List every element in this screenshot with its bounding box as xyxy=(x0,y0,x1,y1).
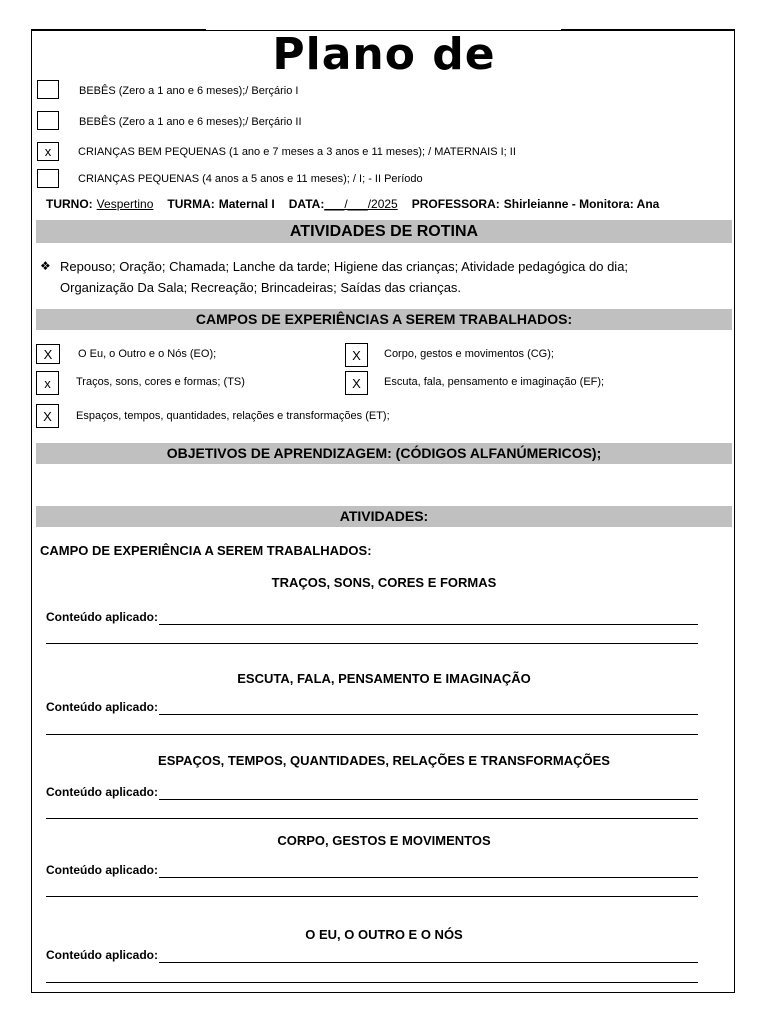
content-line[interactable] xyxy=(159,799,698,800)
campos-heading: CAMPOS DE EXPERIÊNCIAS A SEREM TRABALHADOS: xyxy=(36,309,732,330)
content-line-extra[interactable] xyxy=(46,896,698,897)
age-group-checkbox-bercario-1[interactable] xyxy=(37,80,59,99)
turno-value[interactable]: Vespertino xyxy=(96,197,154,211)
routine-heading: ATIVIDADES DE ROTINA xyxy=(36,220,732,243)
field-title-tracos: TRAÇOS, SONS, CORES E FORMAS xyxy=(271,575,497,590)
objetivos-heading: OBJETIVOS DE APRENDIZAGEM: (CÓDIGOS ALFANÚMERICOS); xyxy=(36,443,732,464)
content-line[interactable] xyxy=(159,877,698,878)
content-line-extra[interactable] xyxy=(46,818,698,819)
content-label: Conteúdo aplicado: xyxy=(46,948,158,962)
turno-label: TURNO: xyxy=(46,197,93,211)
content-line[interactable] xyxy=(159,624,698,625)
turma-value[interactable]: Maternal I xyxy=(218,197,275,211)
campo-checkbox-cg[interactable]: X xyxy=(345,343,368,367)
professora-value[interactable]: Shirleianne - Monitora: Ana xyxy=(503,197,660,211)
page-title: Plano de xyxy=(272,29,496,80)
content-line-extra[interactable] xyxy=(46,982,698,983)
turma-label: TURMA: xyxy=(167,197,215,211)
content-line-extra[interactable] xyxy=(46,643,698,644)
age-group-label-maternais: CRIANÇAS BEM PEQUENAS (1 ano e 7 meses a 3 anos e 11 meses); / MATERNAIS I; II xyxy=(78,146,516,158)
campo-checkbox-ts[interactable]: x xyxy=(36,371,59,395)
age-group-checkbox-bercario-2[interactable] xyxy=(37,111,59,130)
content-label: Conteúdo aplicado: xyxy=(46,785,158,799)
field-title-corpo: CORPO, GESTOS E MOVIMENTOS xyxy=(277,833,491,848)
age-group-checkbox-periodo[interactable] xyxy=(37,169,59,188)
age-group-label-bercario-2: BEBÊS (Zero a 1 ano e 6 meses);/ Berçário II xyxy=(79,116,302,128)
campo-checkbox-et[interactable]: X xyxy=(36,404,59,428)
content-label: Conteúdo aplicado: xyxy=(46,863,158,877)
content-field-corpo[interactable] xyxy=(46,863,698,879)
data-value[interactable]: ___/___/2025 xyxy=(324,197,398,211)
field-title-espacos: ESPAÇOS, TEMPOS, QUANTIDADES, RELAÇÕES E TRANSFORMAÇÕES xyxy=(158,753,610,768)
age-group-label-periodo: CRIANÇAS PEQUENAS (4 anos a 5 anos e 11 meses); / I; - II Período xyxy=(78,173,423,185)
campo-label-cg: Corpo, gestos e movimentos (CG); xyxy=(384,348,554,360)
routine-block xyxy=(40,256,700,298)
content-field-escuta[interactable] xyxy=(46,700,698,716)
content-label: Conteúdo aplicado: xyxy=(46,610,158,624)
class-info-row xyxy=(46,197,663,211)
atividades-heading: ATIVIDADES: xyxy=(36,506,732,527)
age-group-checkbox-maternais[interactable]: x xyxy=(37,142,59,161)
content-field-espacos[interactable] xyxy=(46,785,698,801)
campo-label-ef: Escuta, fala, pensamento e imaginação (EF); xyxy=(384,376,605,388)
campo-experiencia-heading: CAMPO DE EXPERIÊNCIA A SEREM TRABALHADOS: xyxy=(40,543,372,558)
content-line[interactable] xyxy=(159,962,698,963)
campo-checkbox-ef[interactable]: X xyxy=(345,371,368,395)
data-label: DATA: xyxy=(288,197,325,211)
field-title-escuta: ESCUTA, FALA, PENSAMENTO E IMAGINAÇÃO xyxy=(237,671,531,686)
diamond-bullet-icon: ❖ xyxy=(40,259,51,273)
professora-label: PROFESSORA: xyxy=(411,197,500,211)
age-group-label-bercario-1: BEBÊS (Zero a 1 ano e 6 meses);/ Berçário I xyxy=(79,85,299,97)
campo-label-et: Espaços, tempos, quantidades, relações e transformações (ET); xyxy=(76,410,390,422)
content-field-eu[interactable] xyxy=(46,948,698,964)
content-line-extra[interactable] xyxy=(46,734,698,735)
campo-label-ts: Traços, sons, cores e formas; (TS) xyxy=(76,376,245,388)
routine-text: Repouso; Oração; Chamada; Lanche da tarde; Higiene das crianças; Atividade pedagógica do dia; Organização Da Sala; Recreação; Brincadeiras; Saídas das crianças. xyxy=(60,259,629,295)
content-field-tracos[interactable] xyxy=(46,610,698,626)
campo-checkbox-eo[interactable]: X xyxy=(36,344,60,364)
content-label: Conteúdo aplicado: xyxy=(46,700,158,714)
campo-label-eo: O Eu, o Outro e o Nós (EO); xyxy=(78,348,217,360)
field-title-eu: O EU, O OUTRO E O NÓS xyxy=(305,927,463,942)
content-line[interactable] xyxy=(159,714,698,715)
